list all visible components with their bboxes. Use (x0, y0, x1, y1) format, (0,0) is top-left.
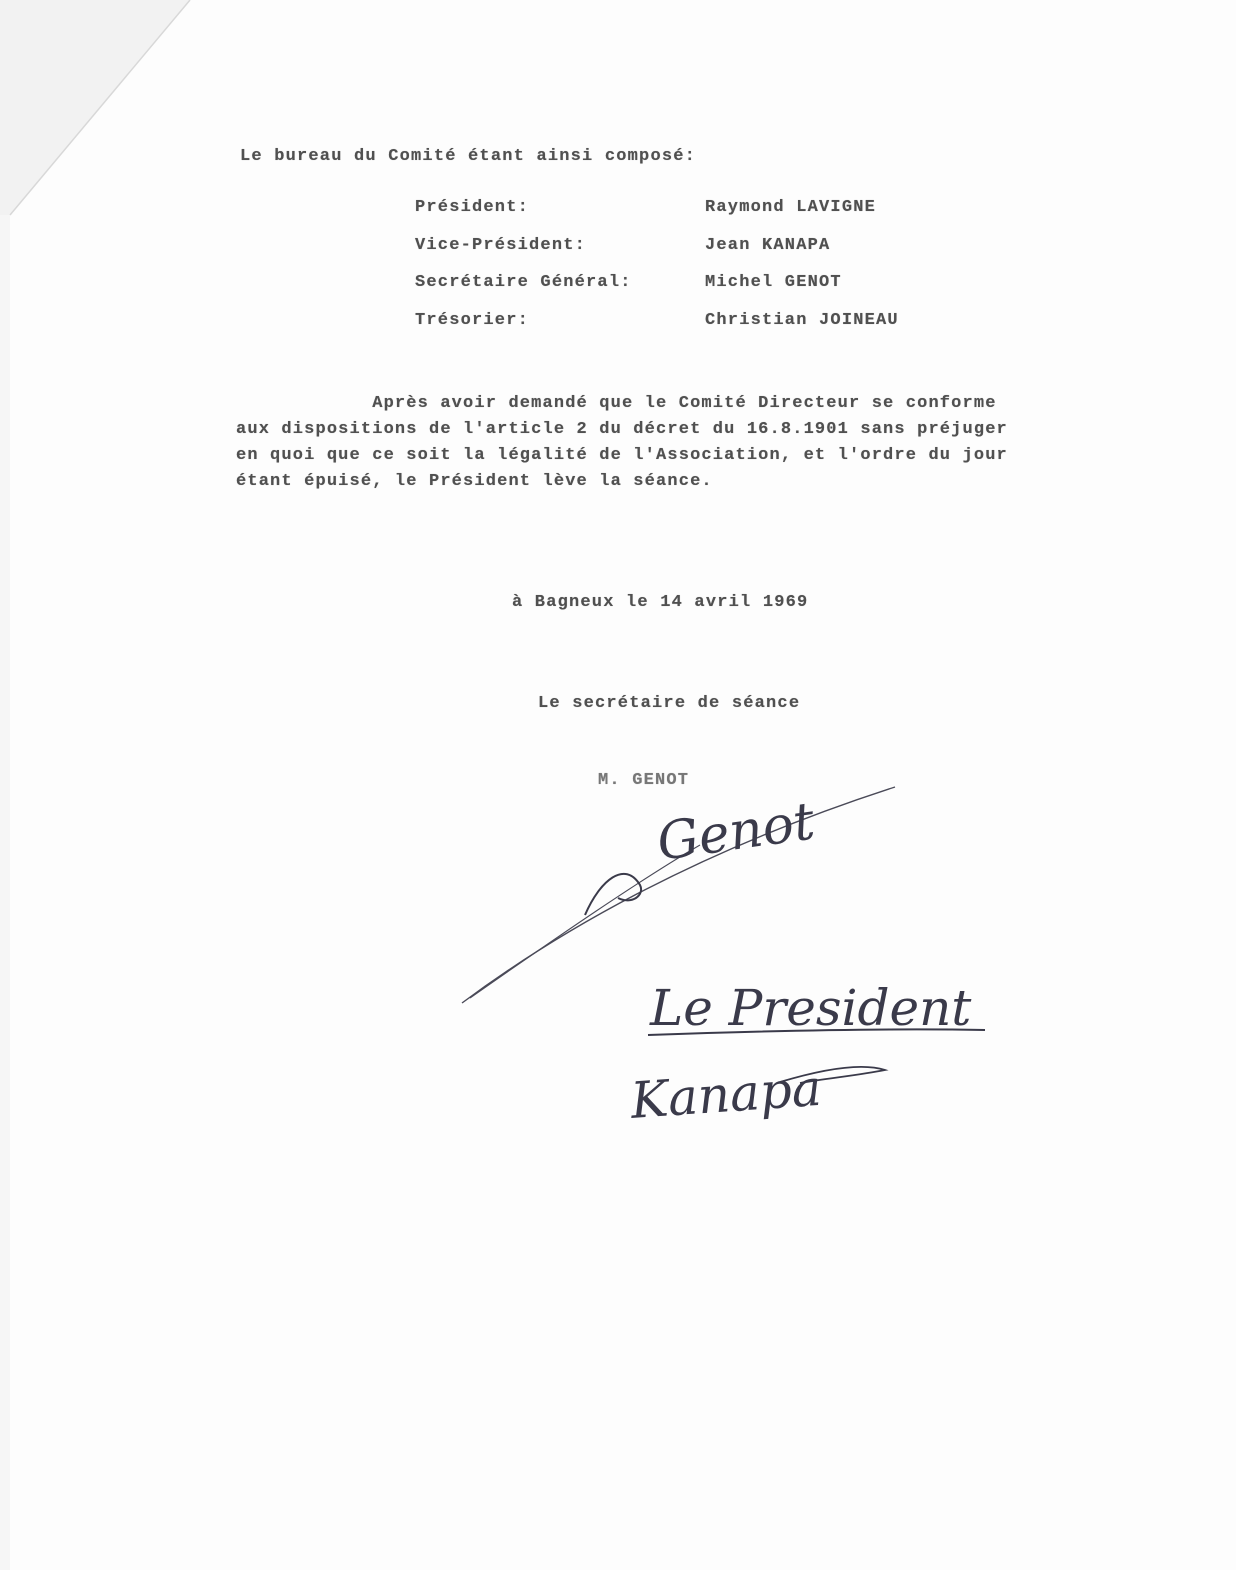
officer-role: Trésorier: (415, 310, 530, 330)
officer-name: Raymond LAVIGNE (705, 198, 877, 217)
president-signature (628, 1059, 885, 1130)
secretary-signature (462, 787, 895, 1003)
place-date: à Bagneux le 14 avril 1969 (512, 593, 809, 612)
president-signature-text: Kanapa (628, 1058, 824, 1130)
officer-role: Secrétaire Général: (415, 273, 632, 292)
president-title-text: Le President (650, 979, 972, 1037)
officer-row (415, 273, 899, 311)
officer-row (415, 236, 899, 274)
president-handwritten-title (648, 979, 985, 1037)
officer-row (415, 198, 899, 236)
officer-role: Vice-Président: (415, 235, 587, 255)
intro-line: Le bureau du Comité étant ainsi composé: (240, 147, 697, 166)
officer-row (415, 311, 899, 349)
paragraph-line: étant épuisé, le Président lève la séance. (236, 472, 713, 491)
officers-table (415, 198, 899, 348)
paragraph-line: aux dispositions de l'article 2 du décret du 16.8.1901 sans préjuger (236, 420, 1008, 439)
secretary-title: Le secrétaire de séance (538, 694, 801, 713)
secretary-name: M. GENOT (598, 771, 690, 790)
paragraph-line: en quoi que ce soit la légalité de l'Association, et l'ordre du jour (236, 446, 1008, 465)
paragraph-line: Après avoir demandé que le Comité Directeur se conforme (236, 394, 997, 413)
officer-name: Jean KANAPA (705, 235, 831, 255)
secretary-signature-text: Genot (653, 791, 819, 873)
closing-paragraph (236, 391, 1116, 495)
officer-name: Christian JOINEAU (705, 310, 899, 330)
officer-role: Président: (415, 198, 530, 217)
officer-name: Michel GENOT (705, 273, 842, 292)
